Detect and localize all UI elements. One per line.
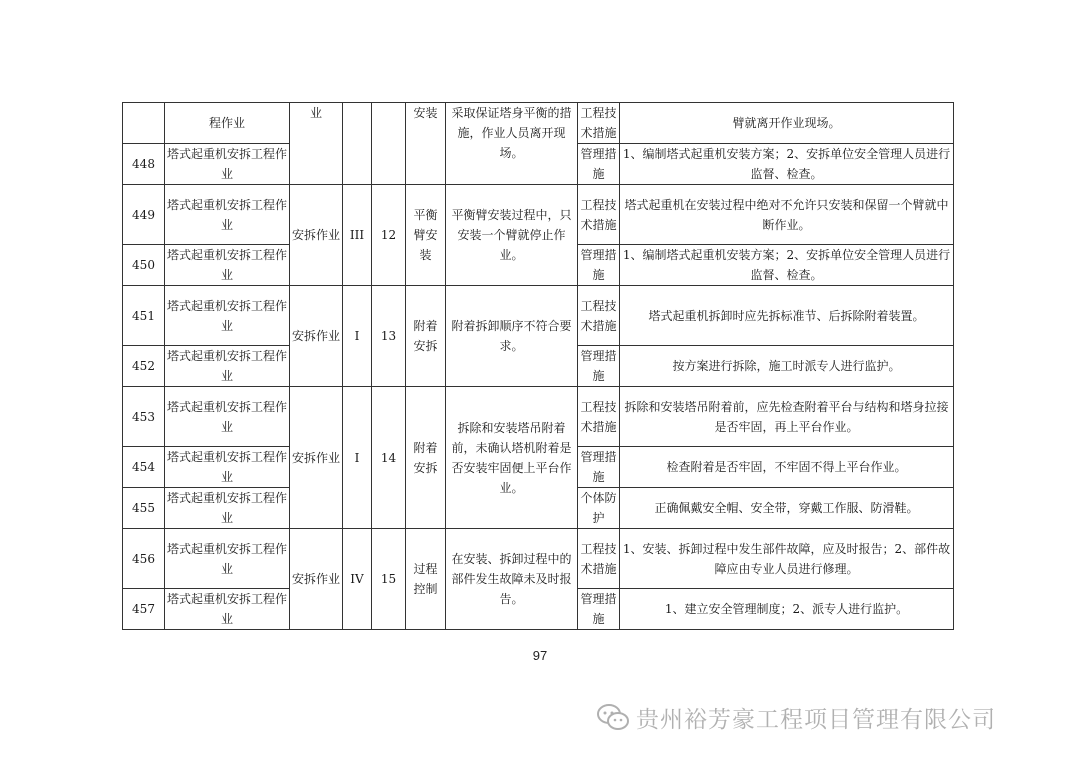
measure-detail: 臂就离开作业现场。 [620, 103, 954, 144]
measure-type: 工程技术措施 [578, 185, 620, 245]
row-number [123, 103, 165, 144]
hazard-description: 在安装、拆卸过程中的部件发生故障未及时报告。 [446, 529, 578, 630]
work-name: 塔式起重机安拆工程作业 [165, 387, 290, 447]
hazard-item: 过程控制 [406, 529, 446, 630]
measure-type: 个体防护 [578, 488, 620, 529]
wechat-icon [596, 702, 630, 732]
measure-detail: 1、建立安全管理制度；2、派专人进行监护。 [620, 589, 954, 630]
measure-detail: 1、编制塔式起重机安装方案；2、安拆单位安全管理人员进行监督、检查。 [620, 245, 954, 286]
risk-level: I [343, 286, 372, 387]
hazard-item: 附着安拆 [406, 286, 446, 387]
hazard-number: 15 [372, 529, 406, 630]
table-row [123, 529, 954, 589]
work-name: 塔式起重机安拆工程作业 [165, 346, 290, 387]
hazard-number: 13 [372, 286, 406, 387]
measure-detail: 1、编制塔式起重机安装方案；2、安拆单位安全管理人员进行监督、检查。 [620, 144, 954, 185]
measure-type: 管理措施 [578, 245, 620, 286]
watermark-text: 贵州裕芳豪工程项目管理有限公司 [636, 706, 996, 733]
row-number: 453 [123, 387, 165, 447]
measure-type: 管理措施 [578, 346, 620, 387]
measure-detail: 拆除和安装塔吊附着前，应先检查附着平台与结构和塔身拉接是否牢固，再上平台作业。 [620, 387, 954, 447]
hazard-item: 安装 [406, 103, 446, 185]
row-number: 449 [123, 185, 165, 245]
page-number: 97 [532, 648, 548, 663]
table-row [123, 185, 954, 245]
table-row [123, 286, 954, 346]
risk-level [343, 103, 372, 185]
measure-detail: 1、安装、拆卸过程中发生部件故障，应及时报告；2、部件故障应由专业人员进行修理。 [620, 529, 954, 589]
work-name: 塔式起重机安拆工程作业 [165, 144, 290, 185]
work-name: 塔式起重机安拆工程作业 [165, 529, 290, 589]
measure-type: 工程技术措施 [578, 529, 620, 589]
hazard-item: 平衡臂安装 [406, 185, 446, 286]
hazard-number: 14 [372, 387, 406, 529]
measure-detail: 按方案进行拆除，施工时派专人进行监护。 [620, 346, 954, 387]
measure-detail: 检查附着是否牢固，不牢固不得上平台作业。 [620, 447, 954, 488]
hazard-description: 平衡臂安装过程中，只安装一个臂就停止作业。 [446, 185, 578, 286]
row-number: 450 [123, 245, 165, 286]
row-number: 455 [123, 488, 165, 529]
risk-level: IV [343, 529, 372, 630]
hazard-item: 附着安拆 [406, 387, 446, 529]
risk-level: III [343, 185, 372, 286]
measure-type: 工程技术措施 [578, 387, 620, 447]
row-number: 456 [123, 529, 165, 589]
work-name: 塔式起重机安拆工程作业 [165, 447, 290, 488]
measure-detail: 塔式起重机在安装过程中绝对不允许只安装和保留一个臂就中断作业。 [620, 185, 954, 245]
measure-detail: 正确佩戴安全帽、安全带，穿戴工作服、防滑鞋。 [620, 488, 954, 529]
work-type: 业 [290, 103, 343, 185]
row-number: 454 [123, 447, 165, 488]
measure-type: 管理措施 [578, 144, 620, 185]
measure-detail: 塔式起重机拆卸时应先拆标准节、后拆除附着装置。 [620, 286, 954, 346]
row-number: 452 [123, 346, 165, 387]
work-name: 塔式起重机安拆工程作业 [165, 488, 290, 529]
table-row [123, 103, 954, 144]
measure-type: 管理措施 [578, 589, 620, 630]
work-type: 安拆作业 [290, 286, 343, 387]
watermark [596, 700, 996, 734]
hazard-number [372, 103, 406, 185]
measure-type: 工程技术措施 [578, 103, 620, 144]
hazard-description: 采取保证塔身平衡的措施，作业人员离开现场。 [446, 103, 578, 185]
row-number: 448 [123, 144, 165, 185]
hazard-number: 12 [372, 185, 406, 286]
work-name: 塔式起重机安拆工程作业 [165, 245, 290, 286]
measure-type: 工程技术措施 [578, 286, 620, 346]
work-name: 塔式起重机安拆工程作业 [165, 286, 290, 346]
work-name: 塔式起重机安拆工程作业 [165, 589, 290, 630]
hazard-table [122, 102, 954, 630]
row-number: 451 [123, 286, 165, 346]
work-name: 塔式起重机安拆工程作业 [165, 185, 290, 245]
work-name: 程作业 [165, 103, 290, 144]
hazard-description: 附着拆卸顺序不符合要求。 [446, 286, 578, 387]
work-type: 安拆作业 [290, 529, 343, 630]
table-row [123, 387, 954, 447]
work-type: 安拆作业 [290, 185, 343, 286]
work-type: 安拆作业 [290, 387, 343, 529]
row-number: 457 [123, 589, 165, 630]
risk-level: I [343, 387, 372, 529]
hazard-description: 拆除和安装塔吊附着前，未确认塔机附着是否安装牢固便上平台作业。 [446, 387, 578, 529]
measure-type: 管理措施 [578, 447, 620, 488]
